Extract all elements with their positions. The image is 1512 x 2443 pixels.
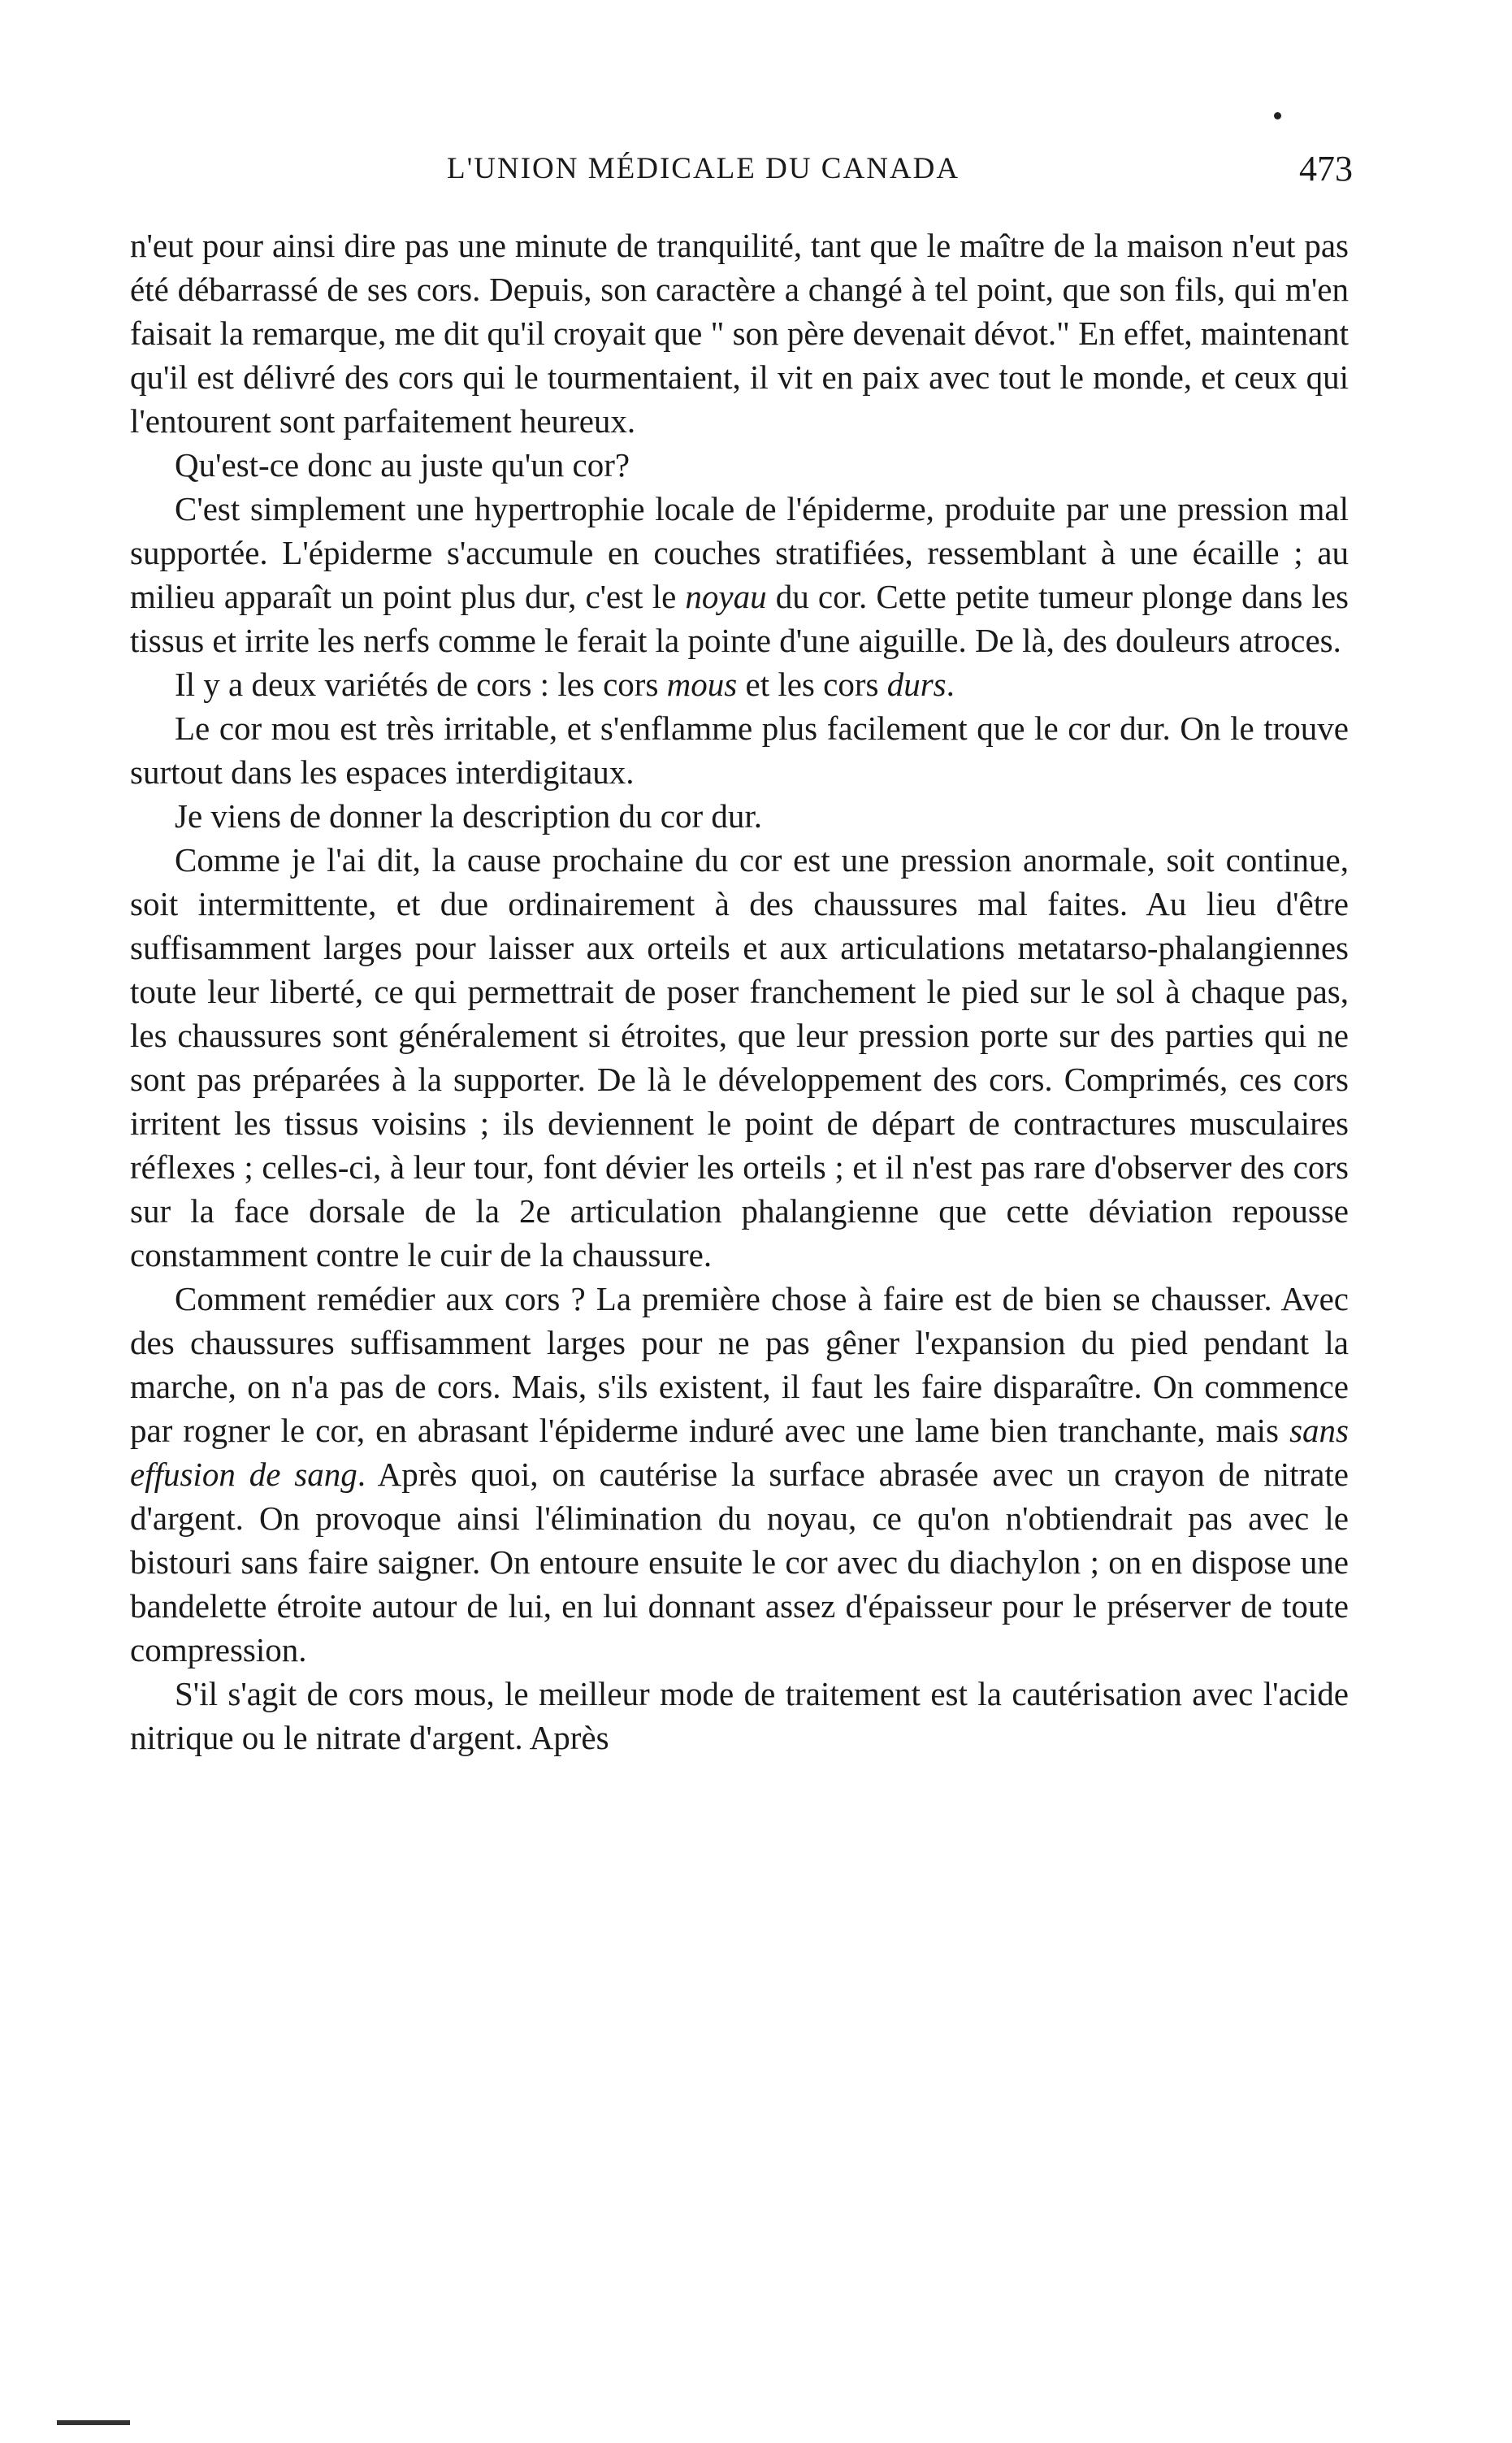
page-edge-mark <box>57 2420 130 2425</box>
running-header <box>122 145 1353 193</box>
text-run: Le cor mou est très irritable, et s'enflamme plus facilement que le cor dur. On le trouve surtout dans les espaces interdigitaux. <box>130 709 1349 791</box>
paragraph <box>130 794 1349 838</box>
paragraph <box>130 443 1349 487</box>
italic-text-run: mous <box>666 666 738 703</box>
text-run: C'est simplement une hypertrophie locale de l'épiderme, produite par une pression mal supportée. L'épiderme s'accumule en couches stratifiées, ressemblant à une écaille ; au milieu apparaît un point plus dur, c'est le <box>130 490 1349 615</box>
paragraph <box>130 838 1349 1277</box>
print-speck <box>1274 112 1281 119</box>
text-run: du cor. Cette petite tumeur plonge dans les tissus et irrite les nerfs comme le ferait la pointe d'une aiguille. De là, des douleurs atroces. <box>130 578 1349 659</box>
paragraph <box>130 1277 1349 1672</box>
italic-text-run: sans effusion de sang <box>130 1412 1349 1493</box>
text-run: Comme je l'ai dit, la cause prochaine du cor est une pression anormale, soit continue, soit intermittente, et due ordinairement à des chaussures mal faites. Au lieu d'être suffisamment larges pour laisser aux orteils et aux articulations metatarso-phalangiennes toute leur liberté, ce qui permettrait de poser franchement le pied sur le sol à chaque pas, les chaussures sont généralement si étroites, que leur pression porte sur des parties qui ne sont pas préparées à la supporter. De là le développement des cors. Comprimés, ces cors irritent les tissus voisins ; ils deviennent le point de départ de contractures musculaires réflexes ; celles-ci, à leur tour, font dévier les orteils ; et il n'est pas rare d'observer des cors sur la face dorsale de la 2e articulation phalangienne que cette déviation repousse constamment contre le cuir de la chaussure. <box>130 841 1349 1274</box>
italic-text-run: noyau <box>685 578 767 615</box>
text-run: et les cors <box>737 666 887 703</box>
text-run: Je viens de donner la description du cor dur. <box>175 797 763 835</box>
paragraph <box>130 487 1349 662</box>
paragraph <box>130 1672 1349 1760</box>
journal-running-title: L'UNION MÉDICALE DU CANADA <box>447 152 960 185</box>
page-number: 473 <box>1299 149 1353 189</box>
body-text <box>130 223 1349 1760</box>
text-run: . <box>946 666 955 703</box>
paragraph <box>130 223 1349 443</box>
text-run: S'il s'agit de cors mous, le meilleur mode de traitement est la cautérisation avec l'acide nitrique ou le nitrate d'argent. Après <box>130 1675 1349 1756</box>
italic-text-run: durs <box>886 666 947 703</box>
text-run: Il y a deux variétés de cors : les cors <box>175 666 667 703</box>
text-run: Qu'est-ce donc au juste qu'un cor? <box>175 446 630 484</box>
paragraph <box>130 706 1349 794</box>
text-run: . Après quoi, on cautérise la surface abrasée avec un crayon de nitrate d'argent. On provoque ainsi l'élimination du noyau, ce qu'on n'obtiendrait pas avec le bistouri sans faire saigner. On entoure ensuite le cor avec du diachylon ; on en dispose une bandelette étroite autour de lui, en lui donnant assez d'épaisseur pour le préserver de toute compression. <box>130 1456 1349 1668</box>
text-run: n'eut pour ainsi dire pas une minute de tranquilité, tant que le maître de la maison n'eut pas été débarrassé de ses cors. Depuis, son caractère a changé à tel point, que son fils, qui m'en faisait la remarque, me dit qu'il croyait que " son père devenait dévot." En effet, maintenant qu'il est délivré des cors qui le tourmentaient, il vit en paix avec tout le monde, et ceux qui l'entourent sont parfaitement heureux. <box>130 227 1349 440</box>
text-run: Comment remédier aux cors ? La première chose à faire est de bien se chausser. Avec des chaussures suffisamment larges pour ne pas gêner l'expansion du pied pendant la marche, on n'a pas de cors. Mais, s'ils existent, il faut les faire disparaître. On commence par rogner le cor, en abrasant l'épiderme induré avec une lame bien tranchante, mais <box>130 1280 1349 1449</box>
paragraph <box>130 662 1349 706</box>
